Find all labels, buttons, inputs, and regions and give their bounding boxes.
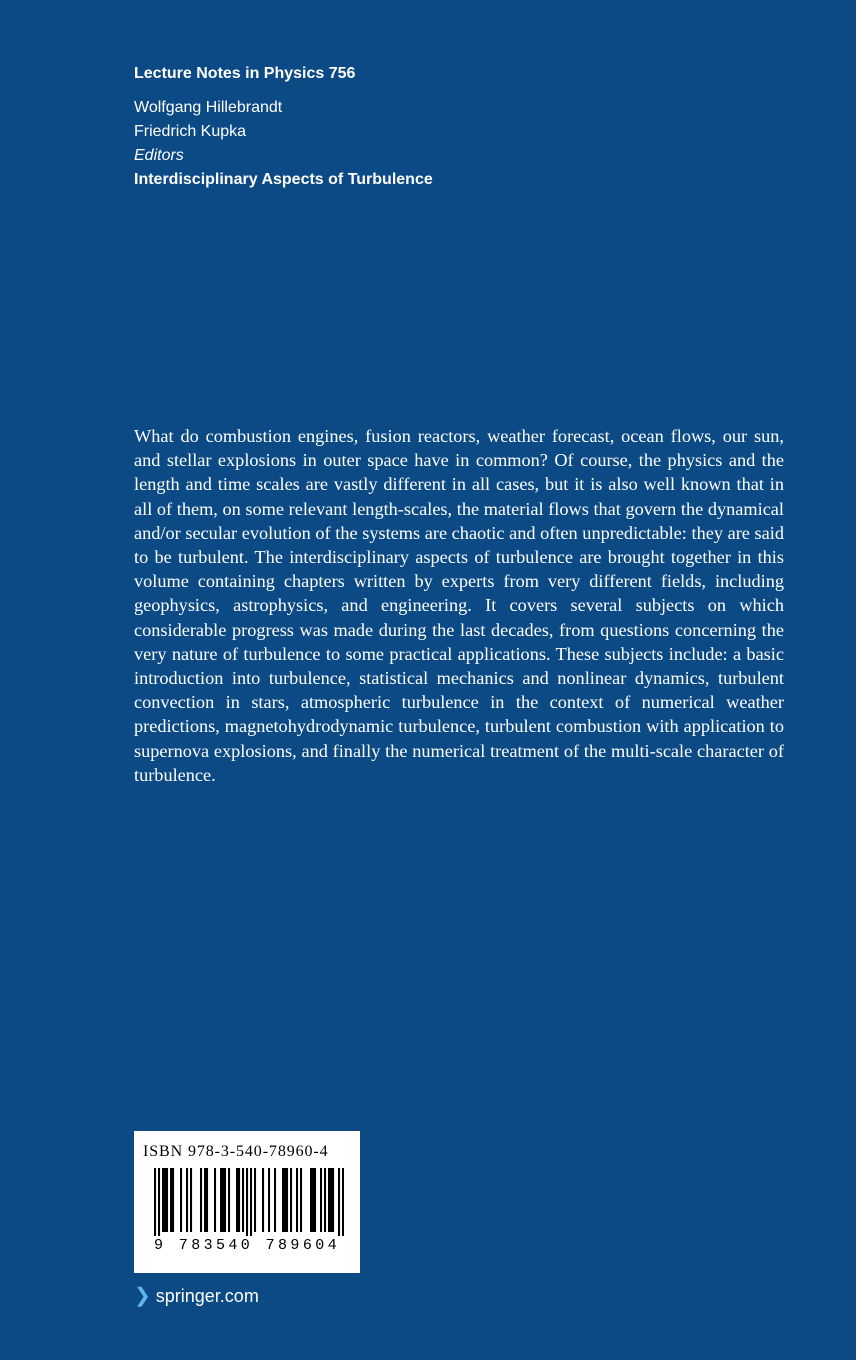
barcode-bar <box>154 1168 156 1236</box>
barcode-bar <box>268 1168 270 1232</box>
barcode-panel <box>134 1131 360 1273</box>
barcode-bar <box>282 1168 284 1232</box>
barcode-bar <box>314 1168 316 1232</box>
barcode-bar <box>204 1168 206 1232</box>
barcode-bar <box>296 1168 298 1232</box>
barcode-bar <box>162 1168 164 1232</box>
barcode-bar <box>290 1168 292 1232</box>
book-title: Interdisciplinary Aspects of Turbulence <box>134 171 433 188</box>
barcode-bar <box>246 1168 248 1236</box>
barcode-icon <box>154 1168 344 1236</box>
barcode-bar <box>332 1168 334 1232</box>
barcode-bar <box>284 1168 286 1232</box>
barcode-bar <box>250 1168 252 1236</box>
barcode-bar <box>330 1168 332 1232</box>
barcode-bar <box>214 1168 216 1232</box>
barcode-bar <box>254 1168 256 1232</box>
editor-name: Friedrich Kupka <box>134 123 247 140</box>
barcode-bar <box>312 1168 314 1232</box>
barcode-bar <box>206 1168 208 1232</box>
barcode-bar <box>158 1168 160 1236</box>
barcode-bar <box>342 1168 344 1236</box>
barcode-bar <box>228 1168 230 1232</box>
barcode-bar <box>186 1168 188 1232</box>
barcode-bar <box>286 1168 288 1232</box>
publisher-link[interactable] <box>134 1284 259 1309</box>
barcode-bar <box>166 1168 168 1232</box>
chevron-right-icon: ❯ <box>134 1285 151 1307</box>
barcode-bar <box>328 1168 330 1232</box>
barcode-bar <box>190 1168 192 1232</box>
publisher-url: springer.com <box>155 1286 259 1306</box>
barcode-bar <box>274 1168 276 1232</box>
barcode-bar <box>338 1168 340 1236</box>
editors-role: Editors <box>134 147 184 164</box>
barcode-bar <box>242 1168 244 1232</box>
barcode-bar <box>220 1168 222 1232</box>
barcode-bar <box>320 1168 322 1232</box>
isbn-label: ISBN 978-3-540-78960-4 <box>143 1143 329 1160</box>
barcode-bar <box>172 1168 174 1232</box>
book-description: What do combustion engines, fusion reactors, weather forecast, ocean flows, our sun, and stellar explosions in outer space have in common? Of course, the physics and the length and time scales are vastly different in all cases, but it is also well known that in all of them, on some relevant length-scales, the material flows that govern the dynamical and/or secular evolution of the systems are chaotic and often unpredictable: they are said to be turbulent. The interdisciplinary aspects of turbulence are brought together in this volume containing chapters written by experts from very different fields, including geophysics, astrophysics, and engineering. It covers several subjects on which considerable progress was made during the last decades, from questions concerning the very nature of turbulence to some practical applications. These subjects include: a basic introduction into turbulence, statistical mechanics and nonlinear dynamics, turbulent convection in stars, atmospheric turbulence in the context of numerical weather predictions, magnetohydrodynamic turbulence, turbulent combustion with application to supernova explosions, and finally the numerical treatment of the multi-scale character of turbulence. <box>134 426 784 785</box>
barcode-bar <box>164 1168 166 1232</box>
barcode-bar <box>238 1168 240 1232</box>
barcode-bar <box>310 1168 312 1232</box>
series-title: Lecture Notes in Physics 756 <box>134 65 356 82</box>
barcode-bar <box>222 1168 224 1232</box>
barcode-bar <box>180 1168 182 1232</box>
barcode-bar <box>300 1168 302 1232</box>
cover-header <box>134 62 734 192</box>
barcode-bar <box>200 1168 202 1232</box>
ean-digits: 9 783540 789604 <box>154 1237 341 1254</box>
barcode-bar <box>262 1168 264 1232</box>
barcode-bar <box>224 1168 226 1232</box>
barcode-bar <box>236 1168 238 1232</box>
barcode-bar <box>324 1168 326 1232</box>
editor-name: Wolfgang Hillebrandt <box>134 99 283 116</box>
barcode-bar <box>170 1168 172 1232</box>
